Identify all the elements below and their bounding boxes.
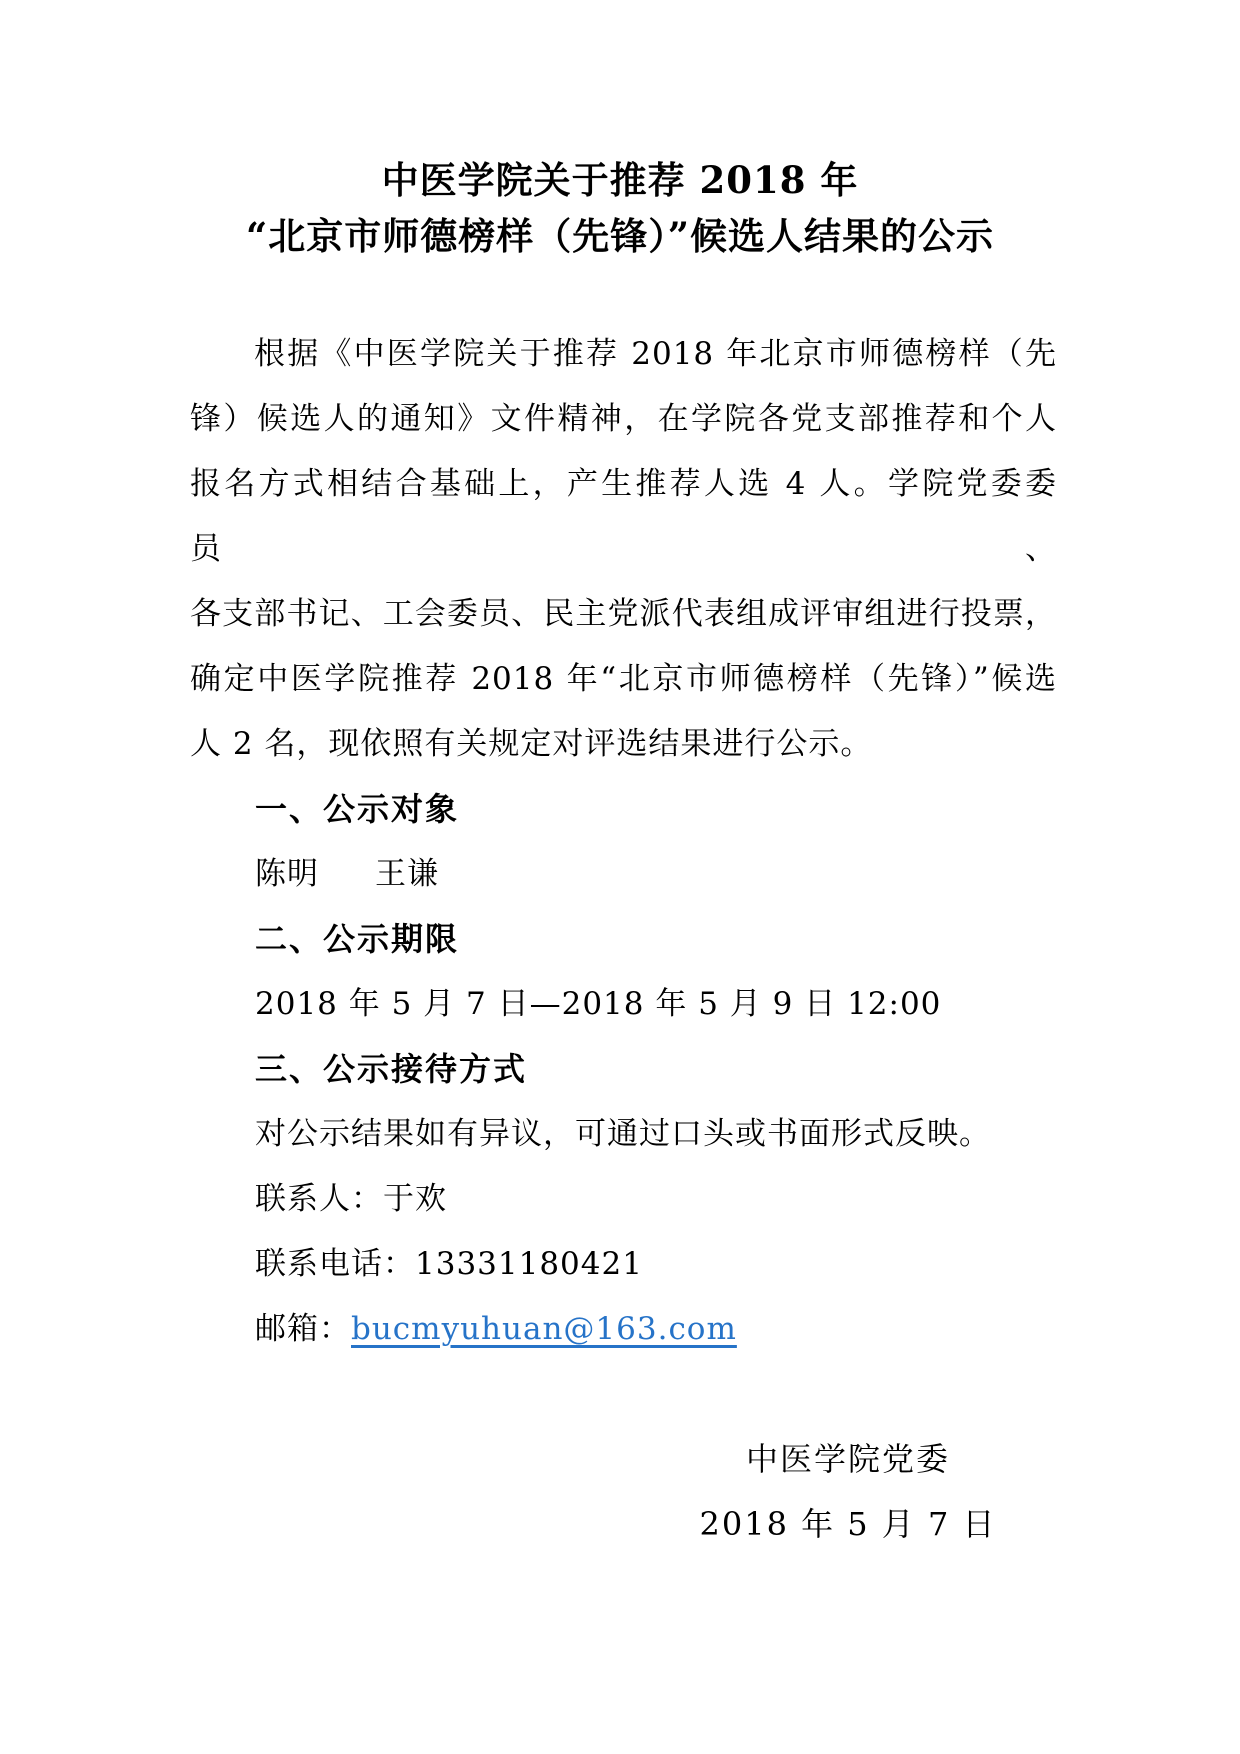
contact-person-line bbox=[190, 1167, 1057, 1232]
signature-block bbox=[456, 1427, 1240, 1557]
contact-phone-label: 联系电话： bbox=[255, 1246, 415, 1282]
section-3-heading: 三、公示接待方式 bbox=[255, 1050, 528, 1088]
contact-phone-line bbox=[190, 1232, 1057, 1297]
contact-phone-number: 13331180421 bbox=[415, 1246, 643, 1282]
intro-paragraph bbox=[190, 322, 1057, 777]
candidate-names-line bbox=[190, 842, 1057, 907]
email-line bbox=[190, 1297, 1057, 1362]
section-2-heading: 二、公示期限 bbox=[255, 920, 460, 958]
candidate-name-1: 陈明 bbox=[255, 856, 319, 892]
signature-date: 2018 年 5 月 7 日 bbox=[699, 1505, 997, 1543]
paragraph-line: 各支部书记、工会委员、民主党派代表组成评审组进行投票， bbox=[190, 596, 1057, 632]
title-line-1: 中医学院关于推荐 2018 年 bbox=[381, 158, 859, 202]
paragraph-line: 报名方式相结合基础上，产生推荐人选 4 人。学院党委委员、 bbox=[190, 466, 1057, 567]
publicity-period: 2018 年 5 月 7 日—2018 年 5 月 9 日 12:00 bbox=[255, 986, 942, 1022]
contact-person-label: 联系人： bbox=[255, 1181, 383, 1217]
paragraph-line: 人 2 名，现依照有关规定对评选结果进行公示。 bbox=[190, 726, 873, 762]
paragraph-line: 锋）候选人的通知》文件精神，在学院各党支部推荐和个人 bbox=[190, 401, 1057, 437]
signature-org: 中医学院党委 bbox=[745, 1440, 950, 1478]
section-1-heading: 一、公示对象 bbox=[255, 790, 460, 828]
title-line-2: “北京市师德榜样（先锋）”候选人结果的公示 bbox=[245, 214, 995, 258]
document-title bbox=[0, 152, 1240, 264]
paragraph-line: 根据《中医学院关于推荐 2018 年北京市师德榜样（先 bbox=[254, 336, 1057, 372]
email-label: 邮箱： bbox=[255, 1311, 351, 1347]
candidate-name-2: 王谦 bbox=[375, 856, 439, 892]
paragraph-line: 确定中医学院推荐 2018 年“北京市师德榜样（先锋）”候选 bbox=[190, 661, 1057, 697]
feedback-instruction: 对公示结果如有异议，可通过口头或书面形式反映。 bbox=[255, 1116, 991, 1152]
email-link[interactable]: bucmyuhuan@163.com bbox=[351, 1311, 737, 1347]
contact-person-name: 于欢 bbox=[383, 1181, 447, 1217]
document-body bbox=[190, 322, 1057, 1362]
